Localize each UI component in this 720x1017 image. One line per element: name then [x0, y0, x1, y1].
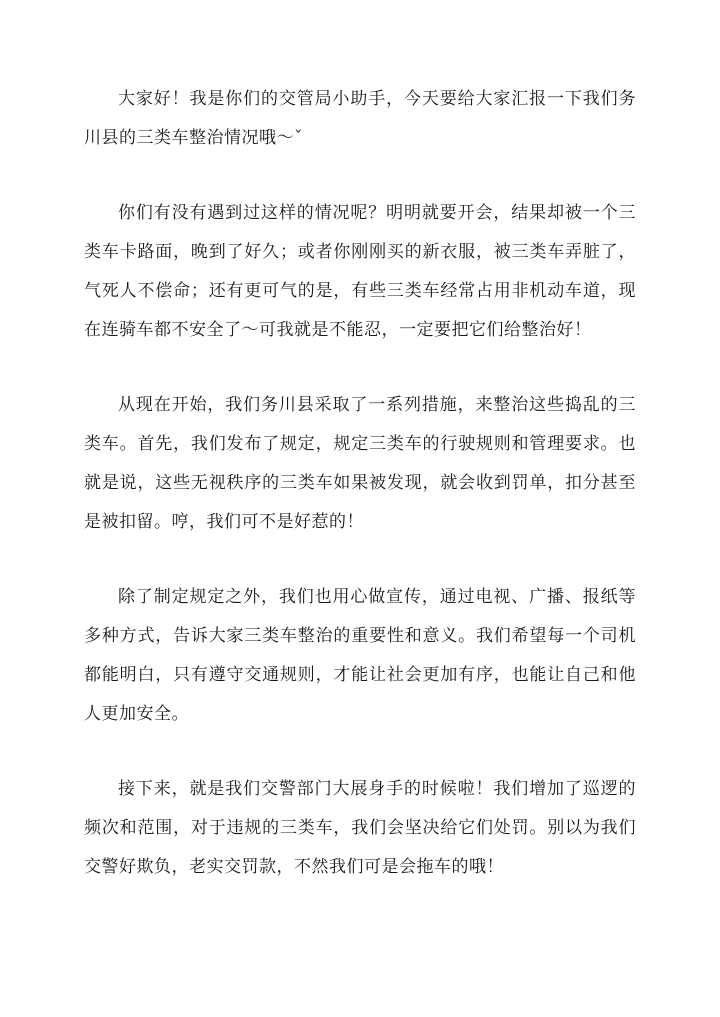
paragraph-5: 接下来，就是我们交警部门大展身手的时候啦！我们增加了巡逻的频次和范围，对于违规的三类车，我们会坚决给它们处罚。别以为我们交警好欺负，老实交罚款，不然我们可是会拖车的哦！: [84, 779, 636, 877]
paragraph-1: 大家好！我是你们的交管局小助手，今天要给大家汇报一下我们务川县的三类车整治情况哦～ˇ: [84, 89, 636, 148]
document-body: [84, 80, 636, 923]
paragraph-3: 从现在开始，我们务川县采取了一系列措施，来整治这些捣乱的三类车。首先，我们发布了规定，规定三类车的行驶规则和管理要求。也就是说，这些无视秩序的三类车如果被发现，就会收到罚单，扣分甚至是被扣留。哼，我们可不是好惹的！: [84, 395, 636, 532]
paragraph-4: 除了制定规定之外，我们也用心做宣传，通过电视、广播、报纸等多种方式，告诉大家三类车整治的重要性和意义。我们希望每一个司机都能明白，只有遵守交通规则，才能让社会更加有序，也能让自己和他人更加安全。: [84, 587, 636, 724]
paragraph-2: 你们有没有遇到过这样的情况呢？明明就要开会，结果却被一个三类车卡路面，晚到了好久；或者你刚刚买的新衣服，被三类车弄脏了，气死人不偿命；还有更可气的是，有些三类车经常占用非机动车道，现在连骑车都不安全了～可我就是不能忍，一定要把它们给整治好！: [84, 203, 636, 340]
